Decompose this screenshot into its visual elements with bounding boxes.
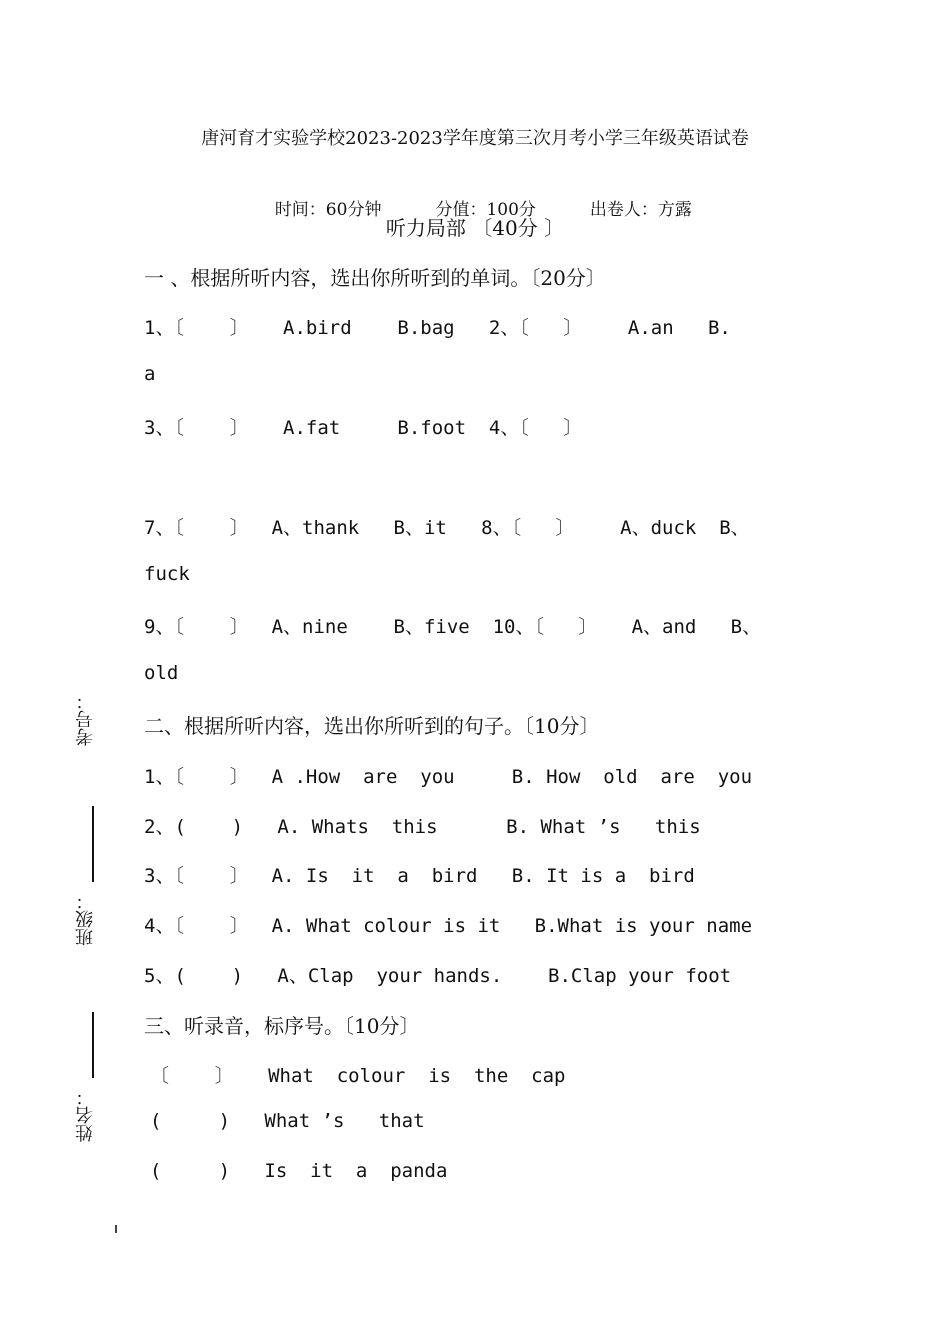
question-line: 1、〔 〕 A.bird B.bag 2、〔 〕 A.an B. [144,317,731,339]
question-line: a [144,363,156,385]
margin-mark [115,1225,117,1233]
section-3-heading: 三、听录音，标序号。〔10分〕 [144,1014,420,1038]
question-line: 〔 〕 What colour is the cap [150,1065,566,1087]
question-line: 5、( ) A、Clap your hands. B.Clap your foot [144,965,732,987]
question-line: 1、〔 〕 A .How are you B. How old are you [144,766,753,788]
exam-time: 时间：60分钟 [274,200,382,220]
listening-subtitle: 听力局部 〔40分 〕 [385,216,565,240]
question-line: 9、〔 〕 A、nine B、five 10、〔 〕 A、and B、 [144,616,762,638]
section-2-heading: 二、根据所听内容，选出你所听到的句子。〔10分〕 [144,714,600,738]
question-line: 2、( ) A. Whats this B. What ’s this [144,816,701,838]
question-line: ( ) Is it a panda [150,1160,448,1182]
exam-title: 唐河育才实验学校2023-2023学年度第三次月考小学三年级英语试卷 [201,128,749,149]
question-line: ( ) What ’s that [150,1110,425,1132]
class-underline [92,806,94,882]
name-underline [92,1012,94,1078]
class-label: 班级： [75,892,96,946]
name-label: 姓名： [75,1088,96,1142]
question-line: old [144,662,179,684]
exam-author: 出卷人：方露 [589,200,692,220]
section-1-heading: 一 、根据所听内容，选出你所听到的单词。〔20分〕 [144,266,606,290]
question-line: 4、〔 〕 A. What colour is it B.What is your name [144,915,753,937]
question-line: 3、〔 〕 A.fat B.foot 4、〔 〕 [144,417,583,439]
question-line: 7、〔 〕 A、thank B、it 8、〔 〕 A、duck B、 [144,517,750,539]
question-line: fuck [144,563,190,585]
question-line: 3、〔 〕 A. Is it a bird B. It is a bird [144,865,695,887]
exam-number-label: 考号： [75,692,96,746]
exam-score: 分值：100分 [435,200,536,220]
